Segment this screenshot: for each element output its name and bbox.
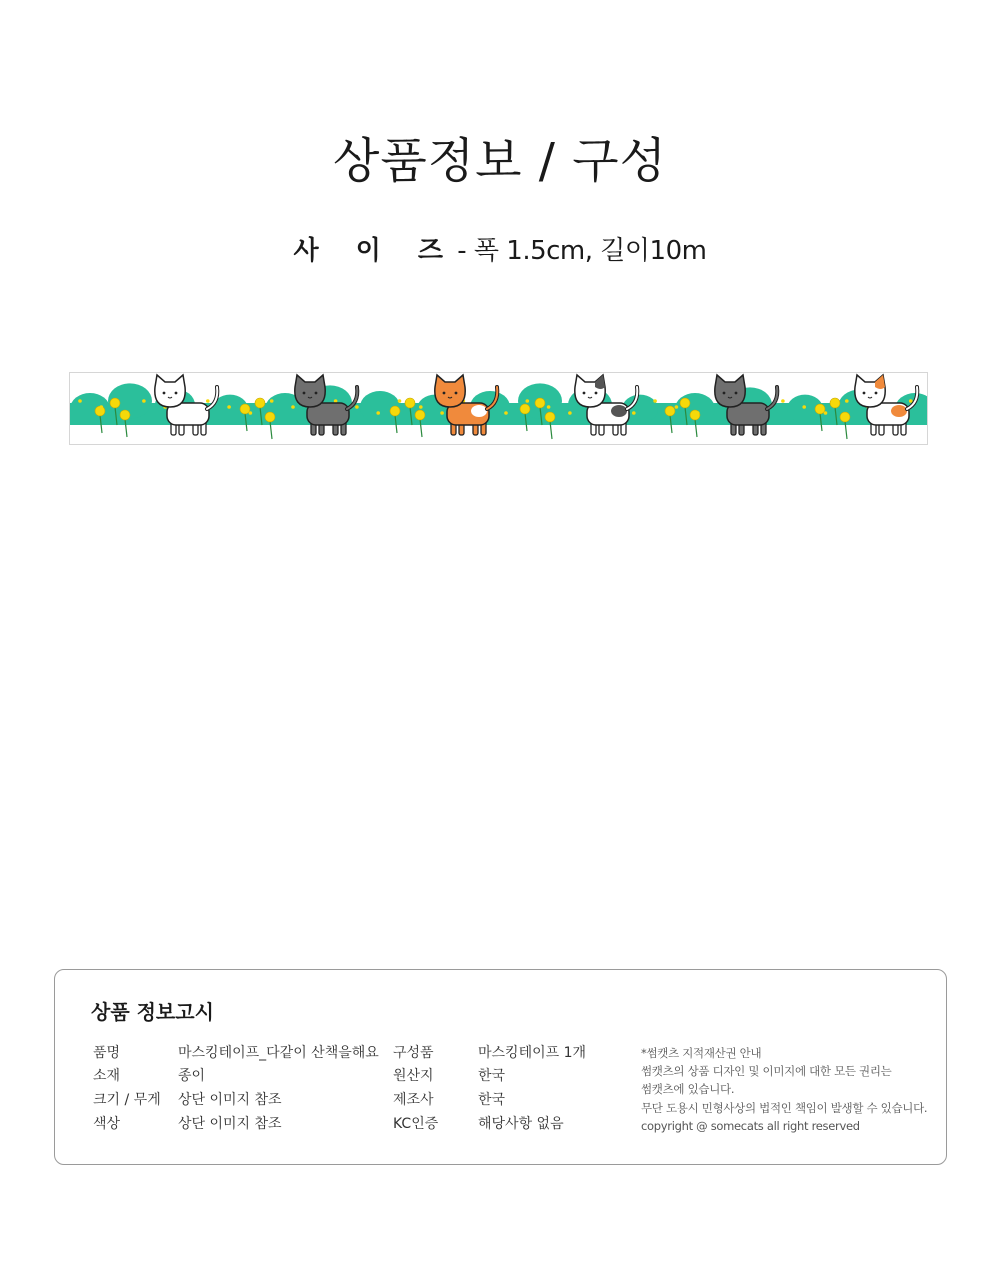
flower <box>120 410 130 420</box>
flower-dot <box>568 411 572 415</box>
row1-key1: 품명 <box>93 1045 121 1061</box>
flower-dot <box>504 411 508 415</box>
flower-dot <box>845 399 849 403</box>
flower-dot <box>78 399 82 403</box>
size-info <box>0 230 1000 267</box>
flower-dot <box>121 411 125 415</box>
flower-dot <box>802 405 806 409</box>
flower-dot <box>440 411 444 415</box>
copyright-line: 무단 도용시 민형사상의 법적인 책임이 발생할 수 있습니다. <box>641 1100 928 1115</box>
row1-val1: 마스킹테이프_다같이 산책을해요 <box>178 1045 379 1061</box>
row4-val2: 해당사항 없음 <box>478 1116 564 1132</box>
flower <box>545 412 555 422</box>
row1-val2: 마스킹테이프 1개 <box>478 1045 587 1061</box>
flower-dot <box>249 411 253 415</box>
flower <box>240 404 250 414</box>
flower-dot <box>100 405 104 409</box>
size-value: - 폭 1.5cm, 길이10m <box>457 236 707 266</box>
flower <box>265 412 275 422</box>
flower <box>680 398 690 408</box>
copyright-line: 썸캣츠의 상품 디자인 및 이미지에 대한 모든 권리는 <box>641 1064 892 1079</box>
tape-illustration <box>70 373 928 445</box>
flower-dot <box>675 405 679 409</box>
flower-dot <box>355 405 359 409</box>
flower <box>520 404 530 414</box>
row2-key1: 소재 <box>93 1068 121 1084</box>
row2-key2: 원산지 <box>393 1068 434 1084</box>
flower-dot <box>398 399 402 403</box>
notice-title: 상품 정보고시 <box>91 1000 214 1024</box>
flower <box>815 404 825 414</box>
flower <box>830 398 840 408</box>
flower <box>255 398 265 408</box>
row2-val2: 한국 <box>478 1068 506 1084</box>
row3-key2: 제조사 <box>393 1092 434 1108</box>
flower-dot <box>142 399 146 403</box>
page-title: 상품정보 / 구성 <box>333 133 667 189</box>
flower <box>840 412 850 422</box>
size-label: 사 이 즈 <box>293 236 457 266</box>
flower-dot <box>781 399 785 403</box>
row3-val2: 한국 <box>478 1092 506 1108</box>
row1-key2: 구성품 <box>393 1045 434 1061</box>
row3-val1: 상단 이미지 참조 <box>178 1092 282 1108</box>
copyright-line: 썸캣츠에 있습니다. <box>641 1082 735 1097</box>
row4-key1: 색상 <box>93 1116 121 1132</box>
copyright-line: *썸캣츠 지적재산권 안내 <box>641 1046 762 1060</box>
flower <box>665 406 675 416</box>
flower <box>405 398 415 408</box>
flower-dot <box>696 411 700 415</box>
flower-dot <box>419 405 423 409</box>
flower-dot <box>547 405 551 409</box>
flower-dot <box>206 399 210 403</box>
copyright-notice <box>641 1044 941 1135</box>
flower-dot <box>270 399 274 403</box>
row4-key2: KC인증 <box>393 1116 439 1132</box>
flower-dot <box>291 405 295 409</box>
flower-dot <box>653 399 657 403</box>
flower-dot <box>632 411 636 415</box>
flower-dot <box>227 405 231 409</box>
row3-key1: 크기 / 무게 <box>93 1092 161 1108</box>
flower-dot <box>526 399 530 403</box>
masking-tape-image <box>69 372 928 445</box>
copyright-line: copyright @ somecats all right reserved <box>641 1118 860 1133</box>
flower <box>390 406 400 416</box>
flower-dot <box>909 399 913 403</box>
flower <box>535 398 545 408</box>
flower <box>110 398 120 408</box>
flower-dot <box>824 411 828 415</box>
row2-val1: 종이 <box>178 1068 206 1084</box>
flower-dot <box>376 411 380 415</box>
row4-val1: 상단 이미지 참조 <box>178 1116 282 1132</box>
product-notice-box <box>54 969 947 1165</box>
flower <box>415 410 425 420</box>
